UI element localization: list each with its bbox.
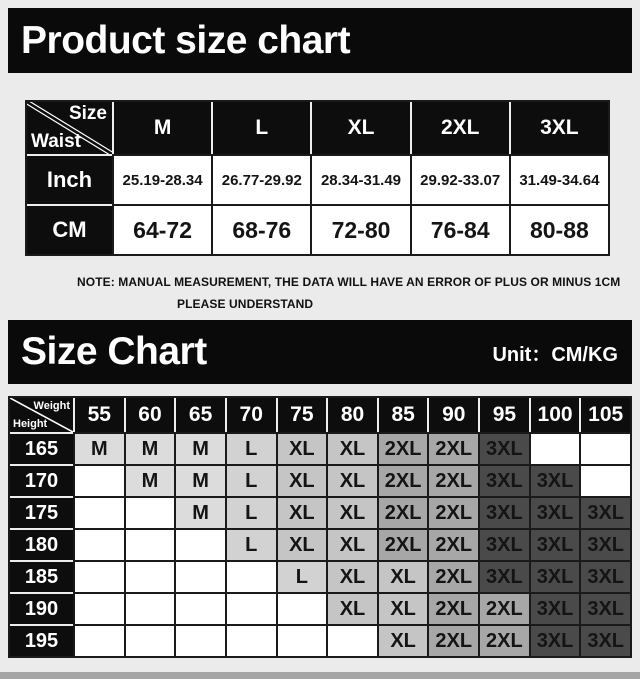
product-size-chart-title: Product size chart [21, 18, 351, 62]
size-recommendation-cell [176, 594, 225, 624]
size-recommendation-cell: XL [328, 594, 377, 624]
size-recommendation-cell [227, 594, 276, 624]
corner-bottom-label: Waist [31, 131, 81, 152]
note-line-1: NOTE: MANUAL MEASUREMENT, THE DATA WILL HAVE AN ERROR OF PLUS OR MINUS 1CM [77, 275, 621, 289]
waist-range-cell: 68-76 [213, 206, 310, 254]
size-recommendation-cell: 2XL [429, 562, 478, 592]
waist-range-cell: 28.34-31.49 [312, 156, 409, 204]
size-recommendation-cell [581, 466, 630, 496]
size-recommendation-cell: 3XL [480, 498, 529, 528]
size-recommendation-cell [176, 530, 225, 560]
size-recommendation-cell: 2XL [429, 626, 478, 656]
size-recommendation-cell: L [278, 562, 327, 592]
size-recommendation-cell: 3XL [581, 594, 630, 624]
size-recommendation-cell: M [126, 466, 175, 496]
size-recommendation-cell [278, 626, 327, 656]
size-recommendation-cell: 2XL [379, 434, 428, 464]
size-recommendation-cell [75, 466, 124, 496]
size-recommendation-cell [581, 434, 630, 464]
size-recommendation-cell [75, 626, 124, 656]
product-size-chart-banner [8, 8, 632, 73]
corner-top-label: Weight [33, 400, 70, 412]
size-recommendation-cell: 3XL [531, 626, 580, 656]
size-recommendation-cell: M [75, 434, 124, 464]
size-recommendation-cell: XL [379, 594, 428, 624]
height-row-label: 170 [10, 466, 73, 496]
size-recommendation-cell: 3XL [531, 466, 580, 496]
weight-column-header: 65 [176, 398, 225, 432]
size-recommendation-cell: 3XL [581, 626, 630, 656]
size-recommendation-cell [227, 562, 276, 592]
waist-range-cell: 31.49-34.64 [511, 156, 608, 204]
waist-table-corner-cell [27, 102, 112, 154]
measurement-note [77, 271, 620, 315]
size-column-header: M [114, 102, 211, 154]
size-recommendation-cell: XL [328, 466, 377, 496]
size-column-header: 3XL [511, 102, 608, 154]
waist-range-cell: 76-84 [412, 206, 509, 254]
size-recommendation-cell: 2XL [429, 498, 478, 528]
size-recommendation-cell: XL [278, 498, 327, 528]
size-recommendation-cell: L [227, 466, 276, 496]
size-recommendation-cell: XL [278, 530, 327, 560]
size-recommendation-cell: L [227, 498, 276, 528]
size-recommendation-cell: XL [328, 498, 377, 528]
size-recommendation-cell: 3XL [480, 434, 529, 464]
height-row-label: 175 [10, 498, 73, 528]
size-recommendation-cell [176, 626, 225, 656]
size-recommendation-cell: 2XL [379, 498, 428, 528]
size-recommendation-cell: XL [328, 530, 377, 560]
size-recommendation-cell: 2XL [480, 594, 529, 624]
size-recommendation-cell [126, 594, 175, 624]
size-recommendation-cell [75, 498, 124, 528]
size-recommendation-cell [75, 562, 124, 592]
weight-column-header: 60 [126, 398, 175, 432]
size-recommendation-cell: 2XL [429, 434, 478, 464]
waist-size-table [25, 100, 610, 256]
note-line-2: PLEASE UNDERSTAND [177, 297, 314, 311]
size-recommendation-cell: 3XL [581, 530, 630, 560]
waist-range-cell: 64-72 [114, 206, 211, 254]
height-row-label: 185 [10, 562, 73, 592]
size-recommendation-cell: M [176, 434, 225, 464]
height-row-label: 180 [10, 530, 73, 560]
size-recommendation-cell: 3XL [480, 562, 529, 592]
height-row-label: 165 [10, 434, 73, 464]
size-recommendation-cell: XL [328, 434, 377, 464]
height-row-label: 195 [10, 626, 73, 656]
size-recommendation-cell [531, 434, 580, 464]
size-recommendation-cell: 3XL [531, 498, 580, 528]
size-recommendation-cell: 3XL [531, 594, 580, 624]
size-recommendation-cell: XL [379, 562, 428, 592]
size-recommendation-cell [75, 530, 124, 560]
size-column-header: 2XL [412, 102, 509, 154]
weight-column-header: 105 [581, 398, 630, 432]
size-recommendation-cell: 2XL [429, 466, 478, 496]
size-recommendation-cell: 3XL [531, 562, 580, 592]
size-column-header: XL [312, 102, 409, 154]
size-recommendation-cell: 2XL [379, 466, 428, 496]
size-recommendation-cell [126, 530, 175, 560]
bottom-divider [0, 672, 640, 679]
size-chart-banner [8, 320, 632, 384]
weight-column-header: 55 [75, 398, 124, 432]
size-recommendation-cell: L [227, 434, 276, 464]
size-recommendation-cell [126, 626, 175, 656]
corner-top-label: Size [68, 103, 107, 124]
size-recommendation-cell: 3XL [581, 498, 630, 528]
waist-range-cell: 80-88 [511, 206, 608, 254]
size-recommendation-cell [126, 562, 175, 592]
size-recommendation-cell: XL [278, 466, 327, 496]
height-weight-size-table [8, 396, 632, 658]
size-recommendation-cell: M [176, 498, 225, 528]
weight-column-header: 100 [531, 398, 580, 432]
weight-column-header: 95 [480, 398, 529, 432]
waist-range-cell: 25.19-28.34 [114, 156, 211, 204]
size-recommendation-cell: XL [328, 562, 377, 592]
size-recommendation-cell: 2XL [379, 530, 428, 560]
size-recommendation-cell: XL [379, 626, 428, 656]
size-recommendation-cell: M [176, 466, 225, 496]
size-recommendation-cell: XL [278, 434, 327, 464]
size-recommendation-cell: 3XL [581, 562, 630, 592]
size-recommendation-cell: 3XL [480, 530, 529, 560]
waist-range-cell: 29.92-33.07 [412, 156, 509, 204]
weight-column-header: 90 [429, 398, 478, 432]
size-recommendation-cell [176, 562, 225, 592]
height-row-label: 190 [10, 594, 73, 624]
weight-column-header: 70 [227, 398, 276, 432]
unit-row-label: CM [27, 206, 112, 254]
size-recommendation-cell: 2XL [429, 594, 478, 624]
size-recommendation-cell: 2XL [429, 530, 478, 560]
size-recommendation-cell [227, 626, 276, 656]
size-recommendation-cell [278, 594, 327, 624]
unit-label: Unit：CM/KG [492, 343, 618, 366]
waist-range-cell: 72-80 [312, 206, 409, 254]
size-recommendation-cell: M [126, 434, 175, 464]
weight-column-header: 85 [379, 398, 428, 432]
corner-bottom-label: Height [13, 418, 48, 430]
size-column-header: L [213, 102, 310, 154]
waist-range-cell: 26.77-29.92 [213, 156, 310, 204]
size-recommendation-cell [75, 594, 124, 624]
matrix-table-corner-cell [10, 398, 73, 432]
weight-column-header: 75 [278, 398, 327, 432]
weight-column-header: 80 [328, 398, 377, 432]
size-recommendation-cell: 2XL [480, 626, 529, 656]
size-chart-title: Size Chart [21, 330, 207, 373]
size-recommendation-cell [328, 626, 377, 656]
unit-row-label: Inch [27, 156, 112, 204]
size-recommendation-cell [126, 498, 175, 528]
size-recommendation-cell: L [227, 530, 276, 560]
size-recommendation-cell: 3XL [531, 530, 580, 560]
size-recommendation-cell: 3XL [480, 466, 529, 496]
